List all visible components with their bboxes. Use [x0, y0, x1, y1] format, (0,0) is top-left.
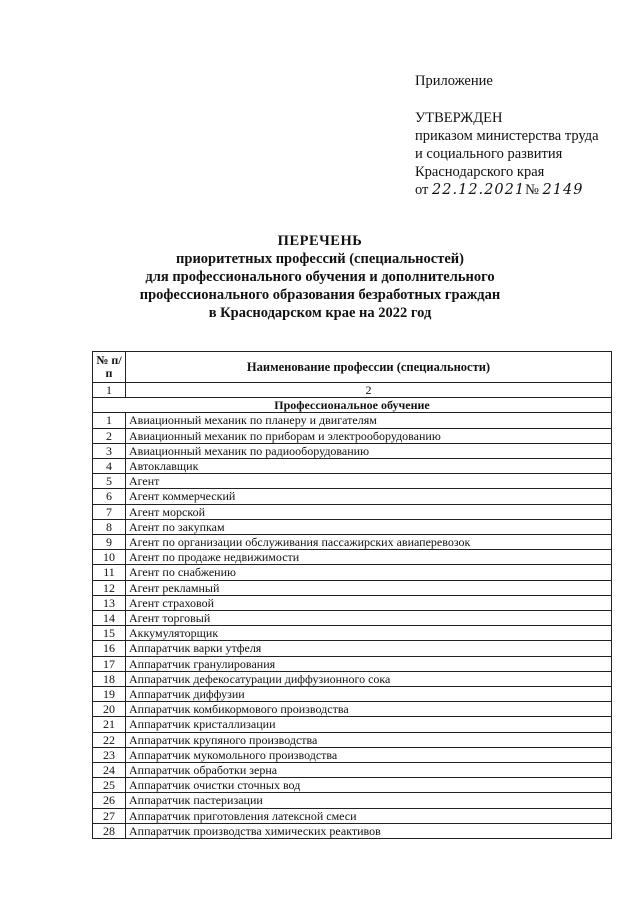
- approval-region-line: Краснодарского края: [415, 164, 545, 180]
- row-number: 14: [93, 611, 126, 626]
- handwritten-date: 22.12.2021: [432, 182, 526, 198]
- approved-label: УТВЕРЖДЕН: [415, 110, 503, 126]
- title-heading: ПЕРЕЧЕНЬ: [277, 233, 363, 249]
- profession-name: Авиационный механик по радиооборудованию: [126, 443, 612, 458]
- row-number: 18: [93, 671, 126, 686]
- appendix-label: Приложение: [415, 73, 493, 89]
- row-number: 11: [93, 565, 126, 580]
- table-row: [93, 793, 612, 808]
- row-number: 4: [93, 459, 126, 474]
- profession-name: Авиационный механик по планеру и двигателям: [126, 413, 612, 428]
- date-prefix: от: [415, 182, 429, 198]
- profession-name: Аппаратчик кристаллизации: [126, 717, 612, 732]
- row-number: 1: [93, 413, 126, 428]
- profession-name: Аппаратчик очистки сточных вод: [126, 778, 612, 793]
- table-row: [93, 519, 612, 534]
- row-number: 5: [93, 474, 126, 489]
- table-row: [93, 595, 612, 610]
- profession-name: Агент коммерческий: [126, 489, 612, 504]
- profession-name: Авиационный механик по приборам и электрооборудованию: [126, 428, 612, 443]
- row-number: 6: [93, 489, 126, 504]
- profession-name: Агент по организации обслуживания пассажирских авиаперевозок: [126, 535, 612, 550]
- table-row: [93, 687, 612, 702]
- row-number: 24: [93, 763, 126, 778]
- table-row: [93, 489, 612, 504]
- table-row: [93, 671, 612, 686]
- table-row: [93, 474, 612, 489]
- profession-name: Аппаратчик крупяного производства: [126, 732, 612, 747]
- table-row: [93, 459, 612, 474]
- section-title: Профессиональное обучение: [93, 398, 612, 413]
- title-line-3: профессионального образования безработных граждан: [139, 287, 501, 303]
- profession-name: Агент: [126, 474, 612, 489]
- column-index-1: 1: [93, 383, 126, 398]
- row-number: 22: [93, 732, 126, 747]
- table-row: [93, 641, 612, 656]
- professions-table: [92, 351, 612, 839]
- profession-name: Агент рекламный: [126, 580, 612, 595]
- table-row: [93, 550, 612, 565]
- table-row: [93, 656, 612, 671]
- profession-name: Аккумуляторщик: [126, 626, 612, 641]
- table-row: [93, 611, 612, 626]
- table-row: [93, 717, 612, 732]
- profession-name: Аппаратчик варки утфеля: [126, 641, 612, 656]
- col-number-header: № п/п: [93, 352, 126, 383]
- approval-date-line: [415, 181, 630, 199]
- row-number: 3: [93, 443, 126, 458]
- table-row: [93, 732, 612, 747]
- row-number: 10: [93, 550, 126, 565]
- row-number: 2: [93, 428, 126, 443]
- profession-name: Аппаратчик гранулирования: [126, 656, 612, 671]
- profession-name: Агент морской: [126, 504, 612, 519]
- row-number: 16: [93, 641, 126, 656]
- table-row: [93, 702, 612, 717]
- profession-name: Автоклавщик: [126, 459, 612, 474]
- section-row: [93, 398, 612, 413]
- table-row: [93, 747, 612, 762]
- profession-name: Аппаратчик мукомольного производства: [126, 747, 612, 762]
- row-number: 19: [93, 687, 126, 702]
- row-number: 25: [93, 778, 126, 793]
- column-index-row: [93, 383, 612, 398]
- table-header-row: [93, 352, 612, 383]
- table-body: [93, 413, 612, 839]
- table-row: [93, 778, 612, 793]
- table-row: [93, 565, 612, 580]
- table-row: [93, 504, 612, 519]
- table-row: [93, 535, 612, 550]
- profession-name: Агент торговый: [126, 611, 612, 626]
- profession-name: Аппаратчик производства химических реактивов: [126, 823, 612, 838]
- column-index-2: 2: [126, 383, 612, 398]
- row-number: 13: [93, 595, 126, 610]
- row-number: 21: [93, 717, 126, 732]
- table-row: [93, 626, 612, 641]
- profession-name: Агент по закупкам: [126, 519, 612, 534]
- profession-name: Агент по продаже недвижимости: [126, 550, 612, 565]
- profession-name: Аппаратчик обработки зерна: [126, 763, 612, 778]
- document-title: [80, 232, 560, 322]
- row-number: 17: [93, 656, 126, 671]
- row-number: 12: [93, 580, 126, 595]
- profession-name: Агент страховой: [126, 595, 612, 610]
- row-number: 28: [93, 823, 126, 838]
- row-number: 23: [93, 747, 126, 762]
- row-number: 7: [93, 504, 126, 519]
- table-row: [93, 580, 612, 595]
- profession-name: Аппаратчик комбикормового производства: [126, 702, 612, 717]
- row-number: 27: [93, 808, 126, 823]
- profession-name: Аппаратчик приготовления латексной смеси: [126, 808, 612, 823]
- approval-block: [415, 72, 630, 199]
- col-name-header: Наименование профессии (специальности): [126, 352, 612, 383]
- profession-name: Аппаратчик диффузии: [126, 687, 612, 702]
- table-row: [93, 808, 612, 823]
- profession-name: Аппаратчик дефекосатурации диффузионного сока: [126, 671, 612, 686]
- table-row: [93, 763, 612, 778]
- table-row: [93, 413, 612, 428]
- row-number: 15: [93, 626, 126, 641]
- title-line-2: для профессионального обучения и дополнительного: [145, 269, 495, 285]
- number-prefix: №: [525, 182, 539, 198]
- row-number: 20: [93, 702, 126, 717]
- profession-name: Аппаратчик пастеризации: [126, 793, 612, 808]
- row-number: 26: [93, 793, 126, 808]
- row-number: 8: [93, 519, 126, 534]
- approval-order-line: приказом министерства труда: [415, 128, 599, 144]
- title-line-1: приоритетных профессий (специальностей): [176, 251, 464, 267]
- table-row: [93, 443, 612, 458]
- profession-name: Агент по снабжению: [126, 565, 612, 580]
- handwritten-number: 2149: [542, 182, 584, 198]
- approval-ministry-line: и социального развития: [415, 146, 563, 162]
- row-number: 9: [93, 535, 126, 550]
- table-row: [93, 823, 612, 838]
- title-line-4: в Краснодарском крае на 2022 год: [208, 305, 432, 321]
- table-row: [93, 428, 612, 443]
